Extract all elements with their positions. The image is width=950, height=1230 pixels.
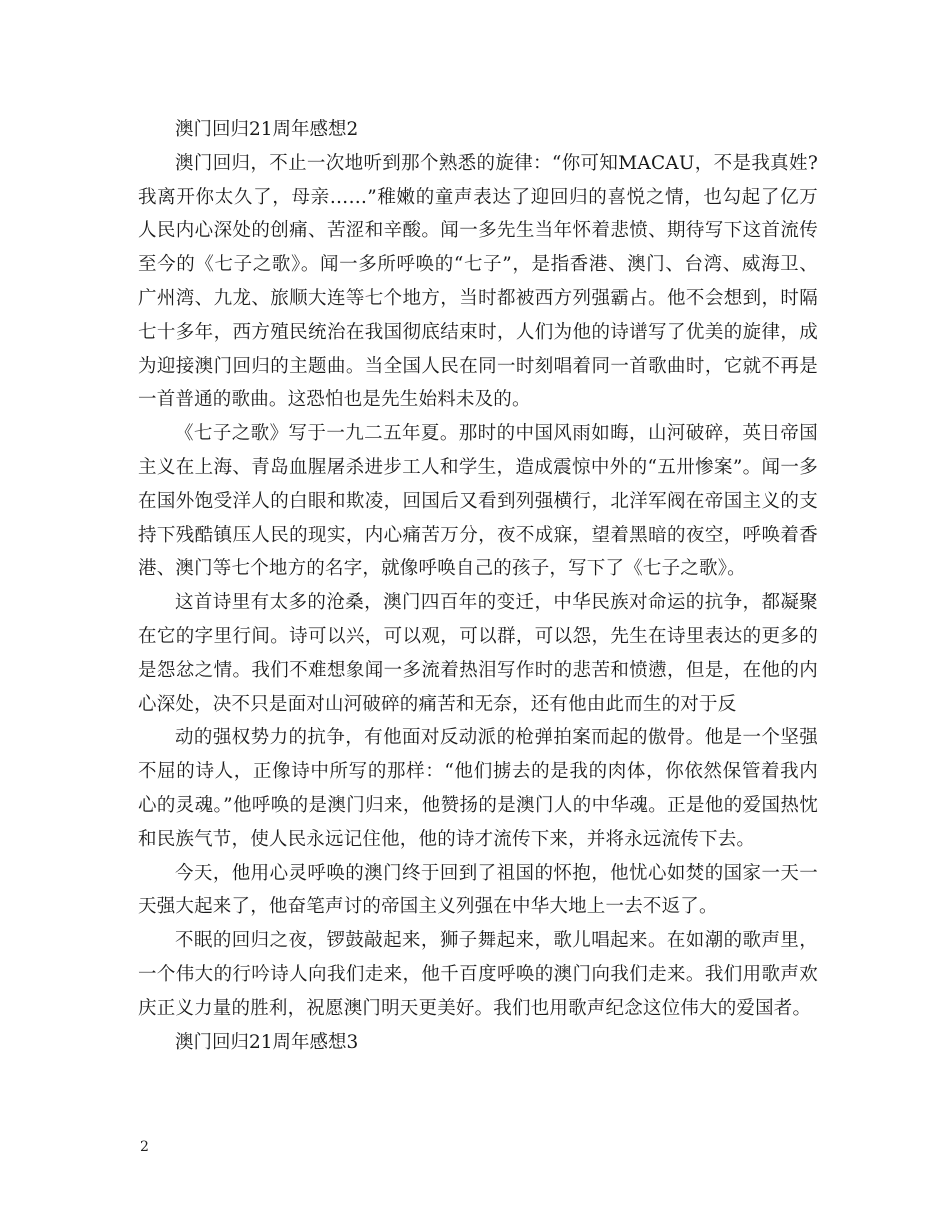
- paragraph: 《七子之歌》写于一九二五年夏。那时的中国风雨如晦，山河破碎，英日帝国主义在上海、青岛血腥屠杀进步工人和学生，造成震惊中外的“五卅惨案”。闻一多在国外饱受洋人的白眼和欺凌，回国后又看到列强横行，北洋军阀在帝国主义的支持下残酷镇压人民的现实，内心痛苦万分，夜不成寐，望着黑暗的夜空，呼唤着香港、澳门等七个地方的名字，就像呼唤自己的孩子，写下了《七子之歌》。: [138, 423, 818, 580]
- paragraph: 这首诗里有太多的沧桑，澳门四百年的变迁，中华民族对命运的抗争，都凝聚在它的字里行间。诗可以兴，可以观，可以群，可以怨，先生在诗里表达的更多的是怨忿之情。我们不难想象闻一多流着热泪写作时的悲苦和愤懑，但是，在他的内心深处，决不只是面对山河破碎的痛苦和无奈，还有他由此而生的对于反: [138, 592, 818, 715]
- paragraph: 澳门回归，不止一次地听到那个熟悉的旋律：“你可知MACAU，不是我真姓?我离开你太久了，母亲……”稚嫩的童声表达了迎回归的喜悦之情，也勾起了亿万人民内心深处的创痛、苦涩和辛酸。闻一多先生当年怀着悲愤、期待写下这首流传至今的《七子之歌》。闻一多所呼唤的“七子”，是指香港、澳门、台湾、威海卫、广州湾、九龙、旅顺大连等七个地方，当时都被西方列强霸占。他不会想到，时隔七十多年，西方殖民统治在我国彻底结束时，人们为他的诗谱写了优美的旋律，成为迎接澳门回归的主题曲。当全国人民在同一时刻唱着同一首歌曲时，它就不再是一首普通的歌曲。这恐怕也是先生始料未及的。: [138, 152, 818, 411]
- section-heading: 澳门回归21周年感想3: [175, 1031, 359, 1053]
- section-heading: 澳门回归21周年感想2: [175, 119, 359, 140]
- paragraph: 动的强权势力的抗争，有他面对反动派的枪弹拍案而起的傲骨。他是一个坚强不屈的诗人，正像诗中所写的那样：“他们掳去的是我的肉体，你依然保管着我内心的灵魂。”他呼唤的是澳门归来，他赞扬的是澳门人的中华魂。正是他的爱国热忱和民族气节，使人民永远记住他，他的诗才流传下来，并将永远流传下去。: [138, 727, 818, 850]
- document-body: [138, 113, 818, 1059]
- page-number: 2: [140, 1139, 149, 1155]
- paragraph: 不眠的回归之夜，锣鼓敲起来，狮子舞起来，歌儿唱起来。在如潮的歌声里，一个伟大的行吟诗人向我们走来，他千百度呼唤的澳门向我们走来。我们用歌声欢庆正义力量的胜利，祝愿澳门明天更美好。我们也用歌声纪念这位伟大的爱国者。: [138, 930, 818, 1019]
- paragraph: 今天，他用心灵呼唤的澳门终于回到了祖国的怀抱，他忧心如焚的国家一天一天强大起来了，他奋笔声讨的帝国主义列强在中华大地上一去不返了。: [138, 862, 818, 918]
